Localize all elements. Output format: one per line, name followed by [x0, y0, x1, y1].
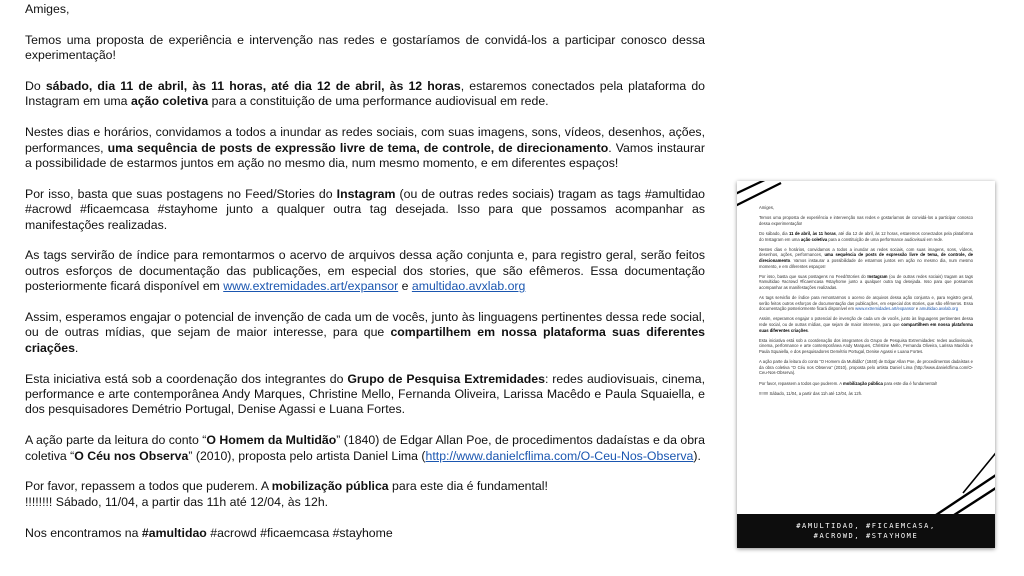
- link-extremidades[interactable]: www.extremidades.art/expansor: [223, 279, 399, 294]
- paragraph-closing: Nos encontramos na #amultidao #acrowd #ficaemcasa #stayhome: [25, 525, 393, 540]
- footer-line-2: #ACROWD, #STAYHOME: [813, 532, 919, 540]
- paragraph-engagement: Assim, esperamos engajar o potencial de invenção de cada um de vocês, junto às linguagens pertinentes dessa rede social, ou de outras mídias, que sejam de maior interesse, para que compartilhem em nossa plataforma suas diferentes criações.: [25, 310, 705, 355]
- poster-text: Amiges, Temos uma proposta de experiência e intervenção nas redes e gostaríamos de convidá-los a participar conosco dessa experimentação! Do sábado, dia 11 de abril, às 11 horas, até dia 12 de abril, às 12 horas, estaremos conectados pela plataforma do Instagram em uma ação coletiva para a constituição de uma performance audiovisual em rede. Nestes dias e horários, convidamos a todos a inundar as redes sociais, com suas imagens, sons, vídeos, desenhos, ações, performances, uma sequência de posts de expressão livre de tema, de controle, de direcionamento. Vamos instaurar a possibilidade de estarmos juntos em ação no mesmo dia, num mesmo momento, e em diferentes espaços! Por isso, basta que suas postagens no Feed/Stories do Instagram (ou de outras redes sociais) tragam as tags #amultidao #acrowd #ficaemcasa #stayhome junto a qualquer outra tag desejada. Isso para que possamos acompanhar as manifestações realizadas. As tags servirão de índice para remontarmos o acervo de arquivos dessa ação conjunta e, para registro geral, serão feitos outros esforços de documentação das publicações, em especial dos stories, que são efêmeros. Essa documentação posteriormente ficará disponível em www.extremidades.art/expansor e amultidao.avxlab.org Assim, esperamos engajar o potencial de invenção de cada um de vocês, junto às linguagens pertinentes dessa rede social, ou de outras mídias, que sejam de maior interesse, para que compartilhem em nossa plataforma suas diferentes criações. Esta iniciativa está sob a coordenação dos integrantes do Grupo de Pesquisa Extremidades: redes audiovisuais, cinema, performance e arte contemporânea Andy Marques, Christine Mello, Fernanda Oliveira, Larissa Macêdo e Paula Squaiella, e dos pesquisadores Demétrio Portugal, Denise Agassi e Luana Fortes. A ação parte da leitura do conto “O Homem da Multidão” (1840) de Edgar Allan Poe, de procedimentos dadaístas e da obra coletiva “O Céu nos Observa” (2010), proposta pelo artista Daniel Lima (http://www.danielcflima.com/O-Ceu-Nos-Observa). Por favor, repassem a todos que puderem. A mobilização pública para este dia é fundamental! !!!!!!!! Sábado, 11/04, a partir das 11h até 12/04, às 12h.: [759, 205, 973, 396]
- invitation-letter: [25, 2, 705, 556]
- footer-line-1: #AMULTIDAO, #FICAEMCASA,: [796, 522, 936, 530]
- paragraph-intro: Temos uma proposta de experiência e intervenção nas redes e gostaríamos de convidá-los a participar conosco dessa experimentação!: [25, 32, 705, 63]
- poster-hashtag-footer: [737, 514, 995, 548]
- paragraph-coordination: Esta iniciativa está sob a coordenação dos integrantes do Grupo de Pesquisa Extremidades: redes audiovisuais, cinema, performance e arte contemporânea Andy Marques, Christine Mello, Fernanda Oliveira, Larissa Macêdo e Paula Squaiella, e dos pesquisadores Demétrio Portugal, Denise Agassi e Luana Fortes.: [25, 371, 706, 417]
- link-daniel-lima[interactable]: http://www.danielcflima.com/O-Ceu-Nos-Observa: [425, 448, 694, 463]
- paragraph-tags: Por isso, basta que suas postagens no Feed/Stories do Instagram (ou de outras redes sociais) tragam as tags #amultidao #acrowd #ficaemcasa #stayhome junto a qualquer outra tag desejada. Isso para que possamos acompanhar as manifestações realizadas.: [25, 186, 706, 232]
- poster-thumbnail: [737, 181, 995, 548]
- paragraph-call: Por favor, repassem a todos que puderem. A mobilização pública para este dia é fundamental! !!!!!!!! Sábado, 11/04, a partir das 11h até 12/04, às 12h.: [25, 479, 548, 509]
- paragraph-schedule: Do sábado, dia 11 de abril, às 11 horas, até dia 12 de abril, às 12 horas, estaremos conectados pela plataforma do Instagram em uma ação coletiva para a constituição de uma performance audiovisual em rede.: [25, 79, 705, 109]
- greeting: Amiges,: [25, 2, 70, 16]
- link-amultidao[interactable]: amultidao.avxlab.org: [411, 279, 526, 294]
- paragraph-references: A ação parte da leitura do conto “O Homem da Multidão” (1840) de Edgar Allan Poe, de procedimentos dadaístas e da obra coletiva “O Céu nos Observa” (2010), proposta pelo artista Daniel Lima (http://www.danielcflima.com/O-Ceu-Nos-Observa).: [25, 433, 705, 463]
- paragraph-documentation: As tags servirão de índice para remontarmos o acervo de arquivos dessa ação conjunta e, para registro geral, serão feitos outros esforços de documentação das publicações, em especial dos stories, que são efêmeros. Essa documentação posteriormente ficará disponível em www.extremidades.art/expansor e amultidao.avxlab.org: [25, 248, 705, 294]
- paragraph-invitation: Nestes dias e horários, convidamos a todos a inundar as redes sociais, com suas imagens, sons, vídeos, desenhos, ações, performances, uma sequência de posts de expressão livre de tema, de controle, de direcionamento. Vamos instaurar a possibilidade de estarmos juntos em ação no mesmo dia, num mesmo momento, e em diferentes espaços!: [25, 125, 705, 171]
